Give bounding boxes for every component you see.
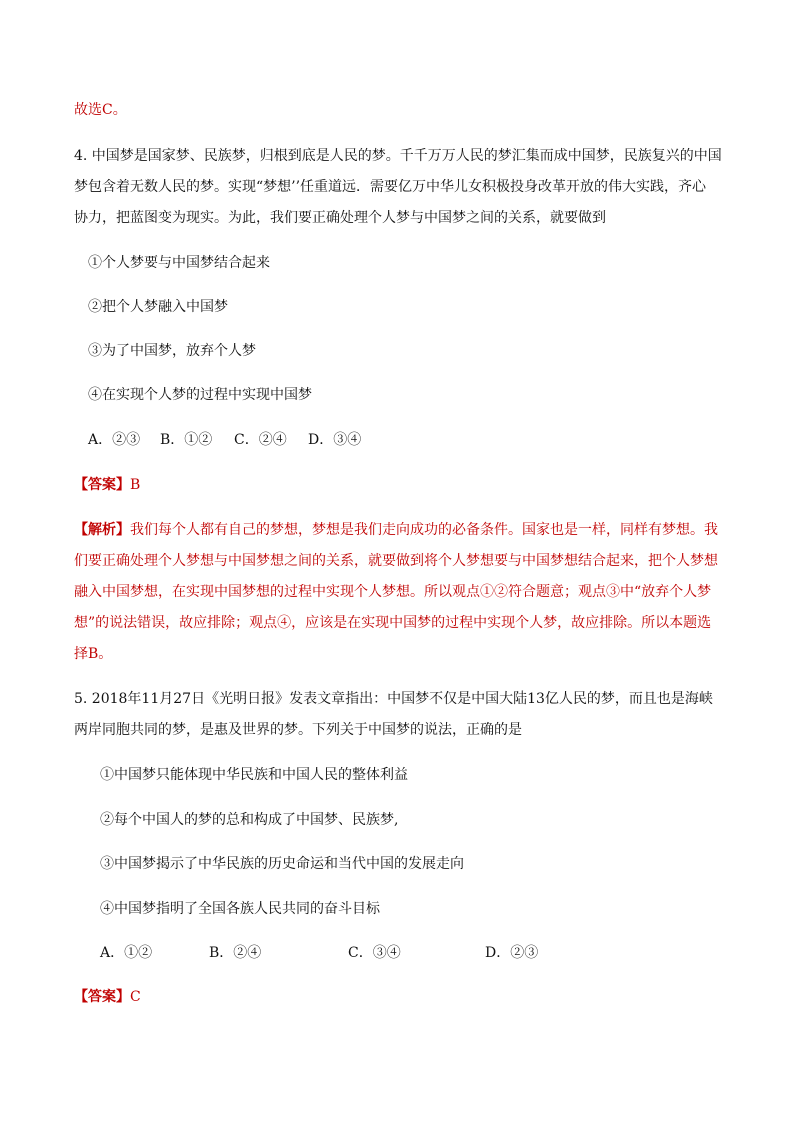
q4-answer (74, 475, 140, 495)
q4-stem-line: 协力，把蓝图变为现实。为此，我们要正确处理个人梦与中国梦之间的关系，就要做到 (74, 210, 606, 226)
q4-analysis-line: 们要正确处理个人梦想与中国梦想之间的关系，就要做到将个人梦想要与中国梦想结合起来，把个人梦想 (74, 553, 718, 569)
q4-option-a: A．②③ (88, 432, 141, 448)
q4-option-b: B．①② (160, 432, 213, 448)
prev-answer-tail: 故选C。 (74, 102, 127, 118)
q4-statement: ①个人梦要与中国梦结合起来 (88, 255, 270, 271)
q5-option-b: B．②④ (209, 945, 262, 961)
q5-option-c: C．③④ (348, 945, 401, 961)
q5-statement: ②每个中国人的梦的总和构成了中国梦、民族梦, (100, 812, 399, 828)
q5-stem-line: 5. 2018年11月27日《光明日报》发表文章指出：中国梦不仅是中国大陆13亿人民的梦，而且也是海峡 (74, 691, 713, 707)
q4-option-d: D．③④ (308, 432, 362, 448)
q5-option-a: A．①② (100, 945, 153, 961)
q4-statement: ②把个人梦融入中国梦 (88, 299, 228, 315)
answer-value: C (130, 989, 141, 1005)
analysis-text: 我们每个人都有自己的梦想，梦想是我们走向成功的必备条件。国家也是一样，同样有梦想。我 (130, 522, 718, 538)
q4-analysis-line: 想”的说法错误，故应排除；观点④，应该是在实现中国梦的过程中实现个人梦，故应排除。所以本题选 (74, 615, 712, 631)
answer-value: B (130, 477, 141, 493)
q4-stem-line: 梦包含着无数人民的梦。实现“梦想’’任重道远．需要亿万中华儿女积极投身改革开放的伟大实践，齐心 (74, 179, 707, 195)
q5-statement: ①中国梦只能体现中华民族和中国人民的整体利益 (100, 767, 408, 783)
q4-options (88, 430, 361, 450)
q4-analysis-line: 择B。 (74, 646, 113, 662)
q5-statement: ④中国梦指明了全国各族人民共同的奋斗目标 (100, 901, 380, 917)
answer-label: 【答案】 (74, 477, 130, 493)
q5-options (100, 943, 538, 963)
q5-answer (74, 987, 141, 1007)
q4-statement: ④在实现个人梦的过程中实现中国梦 (88, 387, 312, 403)
q5-stem-line: 两岸同胞共同的梦，是惠及世界的梦。下列关于中国梦的说法，正确的是 (74, 722, 522, 738)
q5-option-d: D．②③ (485, 945, 539, 961)
answer-label: 【答案】 (74, 989, 130, 1005)
q4-statement: ③为了中国梦，放弃个人梦 (88, 343, 256, 359)
q5-statement: ③中国梦揭示了中华民族的历史命运和当代中国的发展走向 (100, 856, 464, 872)
q4-option-c: C．②④ (234, 432, 287, 448)
q4-analysis-line: 融入中国梦想，在实现中国梦想的过程中实现个人梦想。所以观点①②符合题意；观点③中“放弃个人梦 (74, 584, 712, 600)
q4-stem-line: 4. 中国梦是国家梦、民族梦，归根到底是人民的梦。千千万万人民的梦汇集而成中国梦，民族复兴的中国 (74, 148, 722, 164)
analysis-label: 【解析】 (74, 522, 130, 538)
q4-analysis-line (74, 520, 718, 540)
